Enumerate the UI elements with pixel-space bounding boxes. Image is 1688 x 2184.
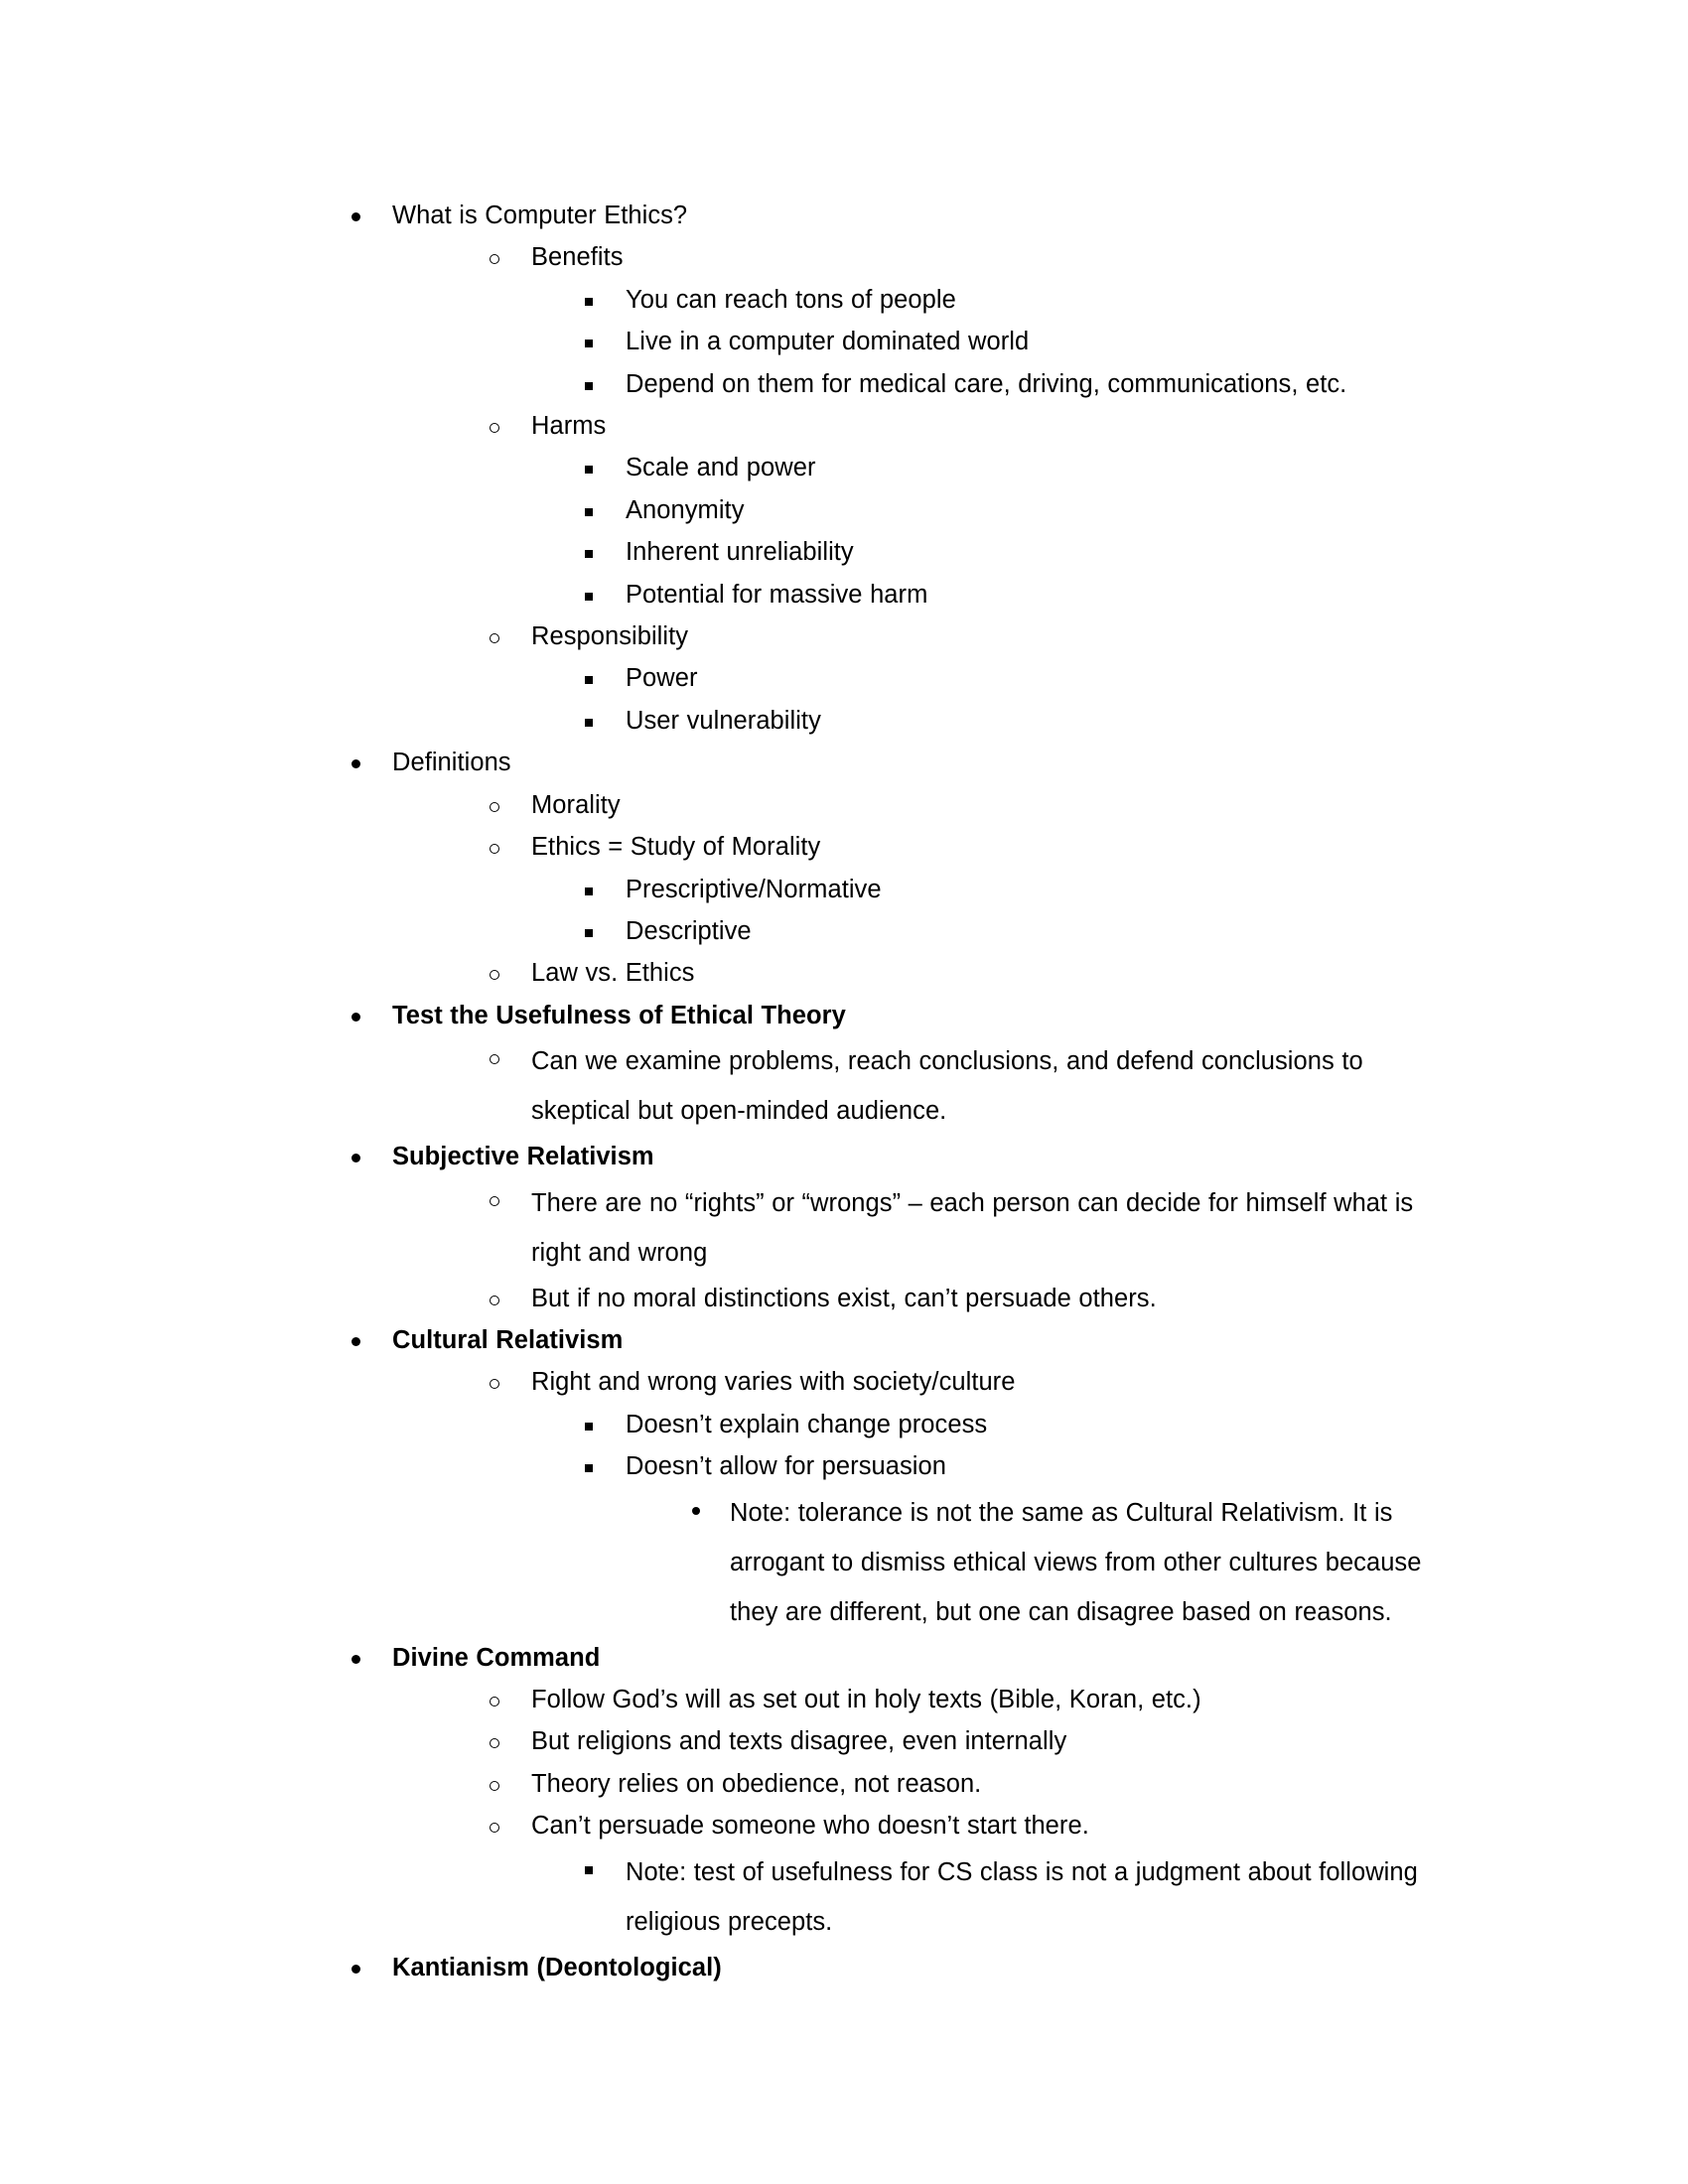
outline-item-label: Responsibility bbox=[531, 622, 689, 651]
outline-item-label: Right and wrong varies with society/culture bbox=[531, 1368, 1016, 1397]
outline-item-level-2 bbox=[447, 826, 1440, 868]
outline-item-level-3 bbox=[541, 869, 1440, 910]
outline-item-label: Depend on them for medical care, driving, communications, etc. bbox=[626, 369, 1347, 398]
outline-item-level-2 bbox=[447, 1178, 1440, 1278]
outline-item-level-2 bbox=[447, 1036, 1440, 1136]
outline-item-label: Power bbox=[626, 664, 698, 693]
outline-item-level-1 bbox=[308, 1319, 1440, 1361]
outline-item-label: Inherent unreliability bbox=[626, 538, 854, 567]
outline-item-level-1 bbox=[308, 1947, 1440, 1988]
outline-item-level-4 bbox=[650, 1488, 1440, 1637]
outline-item-label: Scale and power bbox=[626, 454, 816, 482]
outline-item-level-2 bbox=[447, 1805, 1440, 1846]
outline-item-level-1 bbox=[308, 1637, 1440, 1679]
outline-item-label: Note: tolerance is not the same as Cultural Relativism. It is arrogant to dismiss ethical views from other cultures because they are different, but one can disagree based on reasons. bbox=[730, 1498, 1422, 1626]
outline-item-label: Doesn’t explain change process bbox=[626, 1410, 988, 1438]
outline-item-level-3 bbox=[541, 574, 1440, 615]
outline-item-level-2 bbox=[447, 1361, 1440, 1403]
outline-item-level-1 bbox=[308, 995, 1440, 1036]
outline-item-level-2 bbox=[447, 615, 1440, 657]
outline-item-level-3 bbox=[541, 531, 1440, 573]
outline-item-label: Kantianism (Deontological) bbox=[392, 1953, 722, 1981]
outline-item-label: Note: test of usefulness for CS class is not a judgment about following religious precepts. bbox=[626, 1857, 1418, 1936]
outline-item-label: Doesn’t allow for persuasion bbox=[626, 1452, 946, 1481]
outline-item-level-3 bbox=[541, 700, 1440, 742]
outline-item-label: Test the Usefulness of Ethical Theory bbox=[392, 1001, 846, 1029]
outline-item-label: But if no moral distinctions exist, can’t persuade others. bbox=[531, 1284, 1157, 1312]
outline-item-label: Morality bbox=[531, 790, 621, 819]
outline-item-label: Ethics = Study of Morality bbox=[531, 833, 821, 862]
outline-item-label: Follow God’s will as set out in holy texts (Bible, Koran, etc.) bbox=[531, 1685, 1201, 1713]
outline-item-label: Definitions bbox=[392, 749, 511, 777]
outline-item-label: Can we examine problems, reach conclusions, and defend conclusions to skeptical but open-minded audience. bbox=[531, 1047, 1363, 1126]
outline-item-label: But religions and texts disagree, even internally bbox=[531, 1727, 1067, 1756]
outline-item-level-3 bbox=[541, 910, 1440, 952]
outline-item-level-3 bbox=[541, 321, 1440, 362]
outline-item-label: Prescriptive/Normative bbox=[626, 875, 882, 903]
outline-item-level-3 bbox=[541, 447, 1440, 488]
outline-item-label: Live in a computer dominated world bbox=[626, 328, 1030, 356]
outline-item-level-3 bbox=[541, 1847, 1440, 1947]
outline-item-level-2 bbox=[447, 405, 1440, 447]
outline-item-label: Descriptive bbox=[626, 916, 752, 945]
outline-item-level-2 bbox=[447, 236, 1440, 278]
outline-item-level-1 bbox=[308, 1136, 1440, 1177]
outline-item-level-2 bbox=[447, 952, 1440, 994]
outline-item-label: Potential for massive harm bbox=[626, 580, 928, 609]
outline-item-label: What is Computer Ethics? bbox=[392, 202, 688, 229]
outline-item-level-3 bbox=[541, 363, 1440, 405]
outline-item-label: Benefits bbox=[531, 243, 624, 272]
outline-item-level-1 bbox=[308, 195, 1440, 236]
outline-item-level-2 bbox=[447, 1278, 1440, 1319]
outline-item-label: Harms bbox=[531, 412, 607, 441]
outline-item-label: You can reach tons of people bbox=[626, 285, 956, 314]
outline-item-label: User vulnerability bbox=[626, 706, 821, 735]
outline-item-level-2 bbox=[447, 1679, 1440, 1720]
outline-item-level-1 bbox=[308, 742, 1440, 783]
outline-item-level-2 bbox=[447, 1720, 1440, 1762]
outline-item-level-3 bbox=[541, 657, 1440, 699]
outline-item-level-3 bbox=[541, 1404, 1440, 1445]
outline-item-label: There are no “rights” or “wrongs” – each person can decide for himself what is right and wrong bbox=[531, 1188, 1414, 1267]
outline-item-level-3 bbox=[541, 1445, 1440, 1487]
outline-item-level-3 bbox=[541, 279, 1440, 321]
outline-item-label: Subjective Relativism bbox=[392, 1143, 654, 1171]
outline-item-label: Cultural Relativism bbox=[392, 1325, 624, 1354]
outline-item-level-3 bbox=[541, 489, 1440, 531]
outline-item-level-2 bbox=[447, 784, 1440, 826]
outline-item-label: Theory relies on obedience, not reason. bbox=[531, 1769, 982, 1798]
outline-item-label: Divine Command bbox=[392, 1643, 601, 1672]
outline-item-label: Anonymity bbox=[626, 495, 745, 524]
outline-item-level-2 bbox=[447, 1763, 1440, 1805]
outline-list bbox=[308, 195, 1440, 1988]
outline-item-label: Can’t persuade someone who doesn’t start there. bbox=[531, 1812, 1089, 1841]
outline-item-label: Law vs. Ethics bbox=[531, 959, 695, 988]
